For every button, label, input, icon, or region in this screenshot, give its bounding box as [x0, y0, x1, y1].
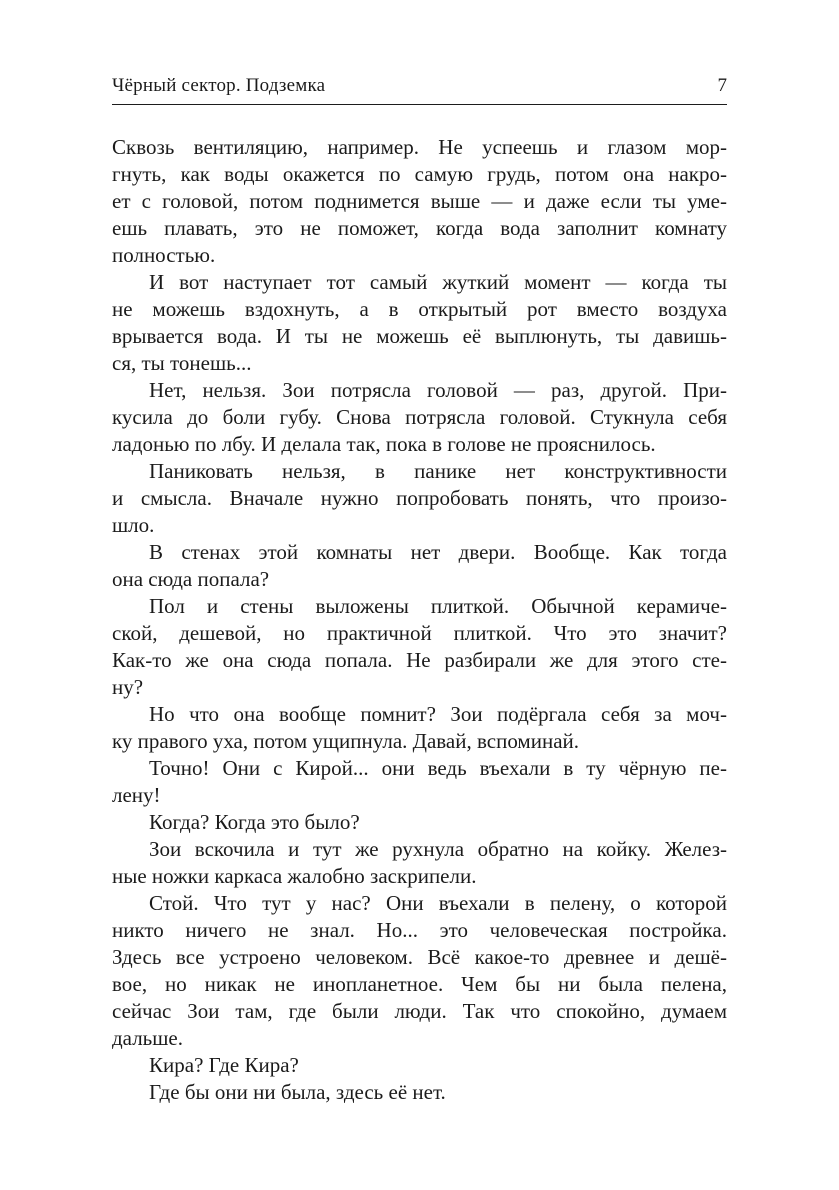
running-title: Чёрный сектор. Подземка: [112, 75, 326, 96]
page-text: [112, 134, 727, 1106]
text-line: Как-то же она сюда попала. Не разбирали же для этого сте-: [112, 648, 727, 672]
text-line: Где бы они ни была, здесь её нет.: [149, 1080, 446, 1104]
text-line: Нет, нельзя. Зои потрясла головой — раз, другой. При-: [149, 378, 727, 402]
header-rule: [112, 104, 727, 105]
text-line: кусила до боли губу. Снова потрясла головой. Стукнула себя: [112, 405, 727, 429]
paragraph: [112, 539, 727, 593]
text-line: Кира? Где Кира?: [149, 1053, 299, 1077]
text-line: никто ничего не знал. Но... это человеческая постройка.: [112, 918, 727, 942]
text-line: шло.: [112, 513, 155, 537]
text-line: ные ножки каркаса жалобно заскрипели.: [112, 864, 477, 888]
text-line: сейчас Зои там, где были люди. Так что спокойно, думаем: [112, 999, 727, 1023]
text-line: Когда? Когда это было?: [149, 810, 360, 834]
text-line: И вот наступает тот самый жуткий момент — когда ты: [149, 270, 727, 294]
text-line: Пол и стены выложены плиткой. Обычной керамиче-: [149, 594, 727, 618]
paragraph: [112, 1052, 727, 1079]
paragraph: [112, 809, 727, 836]
text-line: ся, ты тонешь...: [112, 351, 252, 375]
paragraph: [112, 1079, 727, 1106]
paragraph: [112, 701, 727, 755]
text-line: ет с головой, потом поднимется выше — и даже если ты уме-: [112, 189, 727, 213]
paragraph: [112, 269, 727, 377]
text-line: гнуть, как воды окажется по самую грудь, потом она накро-: [112, 162, 727, 186]
text-line: дальше.: [112, 1026, 183, 1050]
text-line: вое, но никак не инопланетное. Чем бы ни была пелена,: [112, 972, 727, 996]
paragraph: [112, 755, 727, 809]
text-line: ку правого уха, потом ущипнула. Давай, вспоминай.: [112, 729, 580, 753]
paragraph: [112, 593, 727, 701]
paragraph: [112, 377, 727, 458]
text-line: Стой. Что тут у нас? Они въехали в пелену, о которой: [149, 891, 727, 915]
paragraph: [112, 836, 727, 890]
paragraph: [112, 134, 727, 269]
text-line: Здесь все устроено человеком. Всё какое-то древнее и дешё-: [112, 945, 727, 969]
paragraph: [112, 458, 727, 539]
text-line: врывается вода. И ты не можешь её выплюнуть, ты давишь-: [112, 324, 727, 348]
text-line: В стенах этой комнаты нет двери. Вообще. Как тогда: [149, 540, 727, 564]
text-line: ну?: [112, 675, 144, 699]
page-number: 7: [717, 75, 727, 96]
text-line: ешь плавать, это не поможет, когда вода заполнит комнату: [112, 216, 727, 240]
text-line: Точно! Они с Кирой... они ведь въехали в ту чёрную пе-: [149, 756, 727, 780]
text-line: полностью.: [112, 243, 216, 267]
text-line: и смысла. Вначале нужно попробовать понять, что произо-: [112, 486, 727, 510]
text-line: Но что она вообще помнит? Зои подёргала себя за моч-: [149, 702, 727, 726]
text-line: ладонью по лбу. И делала так, пока в голове не прояснилось.: [112, 432, 656, 456]
text-line: лену!: [112, 783, 161, 807]
text-line: она сюда попала?: [112, 567, 270, 591]
text-line: не можешь вздохнуть, а в открытый рот вместо воздуха: [112, 297, 727, 321]
text-line: Паниковать нельзя, в панике нет конструктивности: [149, 459, 727, 483]
running-head: [112, 76, 727, 96]
text-line: Сквозь вентиляцию, например. Не успеешь и глазом мор-: [112, 135, 727, 159]
text-line: ской, дешевой, но практичной плиткой. Что это значит?: [112, 621, 727, 645]
paragraph: [112, 890, 727, 1052]
text-line: Зои вскочила и тут же рухнула обратно на койку. Желез-: [149, 837, 727, 861]
